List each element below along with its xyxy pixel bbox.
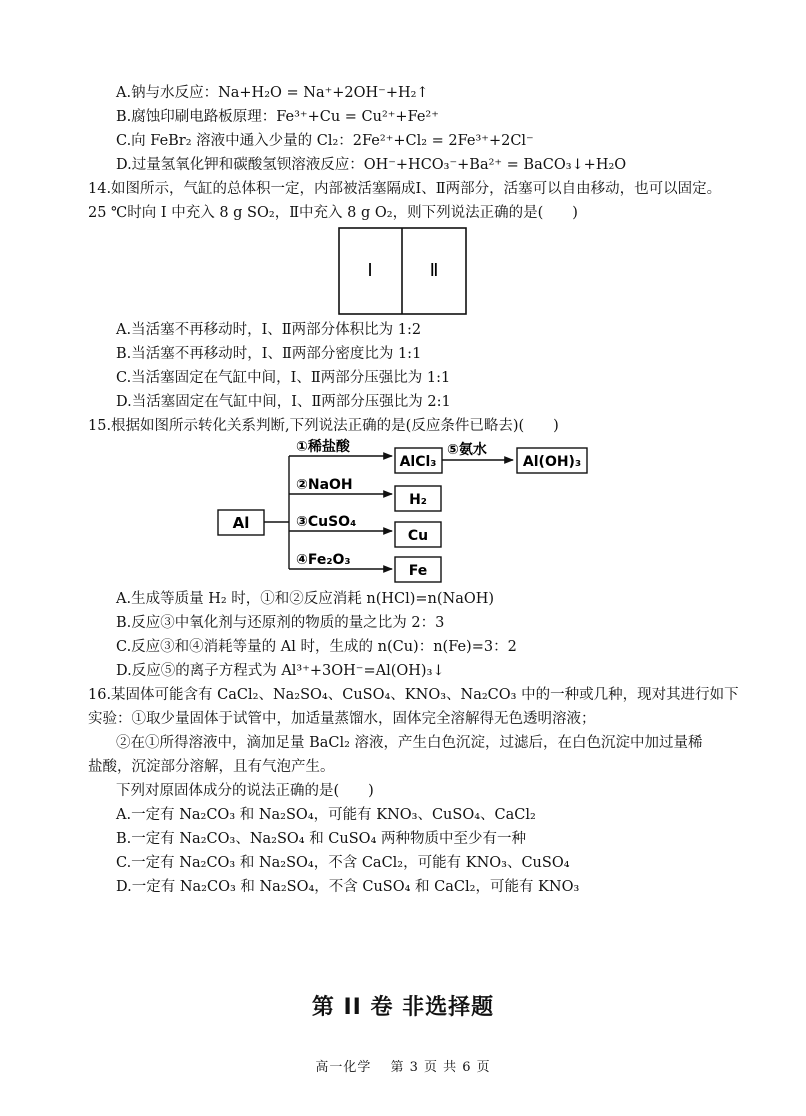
q16-option-b: B.一定有 Na₂CO₃、Na₂SO₄ 和 CuSO₄ 两种物质中至少有一种 <box>116 831 526 847</box>
reagent-1-label: ①稀盐酸 <box>296 439 350 455</box>
q14-option-b: B.当活塞不再移动时，Ⅰ、Ⅱ两部分密度比为 1:1 <box>116 346 422 362</box>
q16-option-c: C.一定有 Na₂CO₃ 和 Na₂SO₄，不含 CaCl₂，可能有 KNO₃、CuSO₄ <box>116 855 570 871</box>
q14-option-c: C.当活塞固定在气缸中间，Ⅰ、Ⅱ两部分压强比为 1:1 <box>116 370 451 386</box>
q16-stem-line1: 16.某固体可能含有 CaCl₂、Na₂SO₄、CuSO₄、KNO₃、Na₂CO₃ 中的一种或几种，现对其进行如下 <box>88 687 739 703</box>
q15-option-c: C.反应③和④消耗等量的 Al 时，生成的 n(Cu)：n(Fe)=3：2 <box>116 639 517 655</box>
q16-option-d: D.一定有 Na₂CO₃ 和 Na₂SO₄，不含 CuSO₄ 和 CaCl₂，可能有 KNO₃ <box>116 879 580 895</box>
q13-option-a: A.钠与水反应：Na+H₂O = Na⁺+2OH⁻+H₂↑ <box>116 85 429 101</box>
reagent-3-label: ③CuSO₄ <box>296 514 357 530</box>
q13-option-c: C.向 FeBr₂ 溶液中通入少量的 Cl₂：2Fe²⁺+Cl₂ = 2Fe³⁺+2Cl⁻ <box>116 133 534 149</box>
reagent-4-label: ④Fe₂O₃ <box>296 552 351 568</box>
q16-option-a: A.一定有 Na₂CO₃ 和 Na₂SO₄，可能有 KNO₃、CuSO₄、CaCl₂ <box>116 807 536 823</box>
product-5-label: Al(OH)₃ <box>522 454 582 470</box>
q16-stem-line3: ②在①所得溶液中，滴加足量 BaCl₂ 溶液，产生白色沉淀，过滤后，在白色沉淀中加过量稀 <box>116 735 703 751</box>
page-footer: 高一化学 第 3 页 共 6 页 <box>315 1060 491 1075</box>
reagent-5-label: ⑤氨水 <box>447 442 487 458</box>
al-label: Al <box>232 514 250 532</box>
q15-reaction-diagram <box>210 436 610 586</box>
q16-stem-line2: 实验：①取少量固体于试管中，加适量蒸馏水，固体完全溶解得无色透明溶液； <box>88 711 596 727</box>
q14-option-a: A.当活塞不再移动时，Ⅰ、Ⅱ两部分体积比为 1:2 <box>116 322 422 338</box>
q14-stem-line2: 25 ℃时向 Ⅰ 中充入 8 g SO₂，Ⅱ中充入 8 g O₂，则下列说法正确的是( ) <box>88 205 578 221</box>
q15-option-d: D.反应⑤的离子方程式为 Al³⁺+3OH⁻=Al(OH)₃↓ <box>116 663 445 679</box>
product-3-label: Cu <box>407 528 429 544</box>
cylinder-part-2-label: Ⅱ <box>429 260 439 281</box>
q13-option-d: D.过量氢氧化钾和碳酸氢钡溶液反应：OH⁻+HCO₃⁻+Ba²⁺ = BaCO₃↓+H₂O <box>116 157 627 173</box>
q16-question: 下列对原固体成分的说法正确的是( ) <box>116 783 374 799</box>
q15-option-a: A.生成等质量 H₂ 时，①和②反应消耗 n(HCl)=n(NaOH) <box>116 591 495 607</box>
q14-cylinder-diagram <box>336 226 472 318</box>
product-4-label: Fe <box>408 563 428 579</box>
reagent-2-label: ②NaOH <box>296 477 353 493</box>
product-1-label: AlCl₃ <box>399 454 437 470</box>
q15-option-b: B.反应③中氧化剂与还原剂的物质的量之比为 2：3 <box>116 615 445 631</box>
cylinder-part-1-label: Ⅰ <box>367 260 373 281</box>
product-2-label: H₂ <box>409 492 427 508</box>
q13-option-b: B.腐蚀印刷电路板原理：Fe³⁺+Cu = Cu²⁺+Fe²⁺ <box>116 109 439 125</box>
q15-stem: 15.根据如图所示转化关系判断,下列说法正确的是(反应条件已略去)( ) <box>88 418 559 434</box>
q14-option-d: D.当活塞固定在气缸中间，Ⅰ、Ⅱ两部分压强比为 2:1 <box>116 394 451 410</box>
q16-stem-line4: 盐酸，沉淀部分溶解，且有气泡产生。 <box>88 759 335 775</box>
section-title: 第 II 卷 非选择题 <box>311 995 495 1020</box>
q14-stem-line1: 14.如图所示，气缸的总体积一定，内部被活塞隔成Ⅰ、Ⅱ两部分，活塞可以自由移动，也可以固定。 <box>88 181 722 197</box>
